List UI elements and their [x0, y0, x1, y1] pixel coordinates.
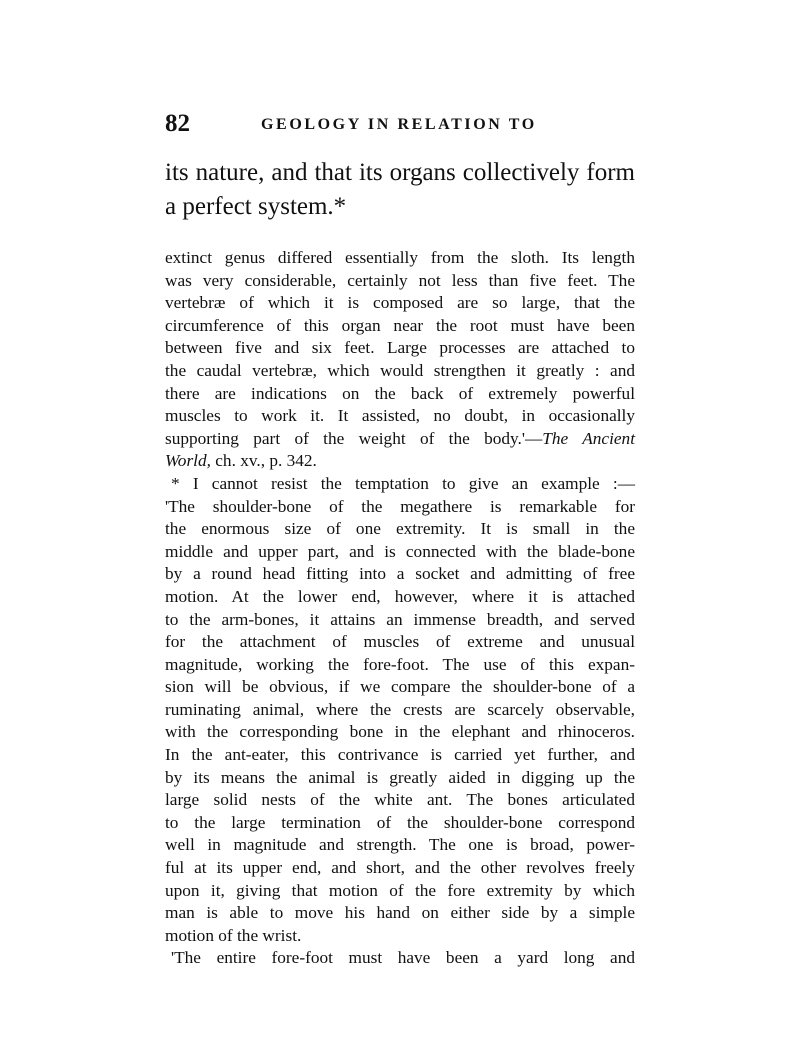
book-title-italic: World,: [165, 451, 211, 471]
footnote-line: sion will be obvious, if we compare the shoulder-bone of a: [165, 677, 635, 697]
footnote-line: for the attachment of muscles of extreme and unusual: [165, 632, 635, 652]
footnote-line: by its means the animal is greatly aided in digging up the: [165, 767, 635, 787]
footnote-line: In the ant-eater, this contrivance is carried yet further, and: [165, 745, 635, 765]
footnote-line: between five and six feet. Large processes are attached to: [165, 338, 635, 358]
footnote-line: man is able to move his hand on either side by a simple: [165, 903, 635, 923]
footnote-line: extinct genus differed essentially from the sloth. Its length: [165, 248, 635, 267]
footnote-line: upon it, giving that motion of the fore extremity by which: [165, 880, 635, 900]
footnote-line: * I cannot resist the temptation to give an example :—: [171, 473, 635, 493]
book-title-italic: The Ancient: [542, 428, 635, 448]
running-head: [165, 110, 635, 142]
footnote-line: circumference of this organ near the root must have been: [165, 315, 635, 335]
footnote-example: [165, 473, 635, 970]
footnote-line: to the arm-bones, it attains an immense breadth, and served: [165, 609, 635, 629]
footnote-line: magnitude, working the fore-foot. The use of this expan-: [165, 654, 635, 674]
running-title: GEOLOGY IN RELATION TO: [261, 116, 537, 133]
footnote-line: ful at its upper end, and short, and the other revolves freely: [165, 858, 635, 878]
footnote-line: motion of the wrist.: [165, 925, 302, 945]
footnote-line: to the large termination of the shoulder-bone correspond: [165, 812, 635, 832]
main-text-line: a perfect system.*: [165, 193, 347, 220]
footnote-continued: [165, 247, 635, 473]
footnote-line: 'The shoulder-bone of the megathere is remarkable for: [165, 496, 635, 516]
footnote-line: large solid nests of the white ant. The bones articulated: [165, 790, 635, 810]
main-text-line: its nature, and that its organs collectively form: [165, 159, 635, 186]
footnote-citation: [165, 450, 635, 473]
footnote-text: supporting part of the weight of the body.'—: [165, 428, 543, 448]
footnote-line: the enormous size of one extremity. It is small in the: [165, 519, 635, 539]
footnote-line: was very considerable, certainly not less than five feet. The: [165, 270, 635, 290]
footnote-line: middle and upper part, and is connected with the blade-bone: [165, 541, 635, 561]
footnote-line: vertebræ of which it is composed are so large, that the: [165, 293, 635, 313]
footnote-line: muscles to work it. It assisted, no doubt, in occasionally: [165, 406, 635, 426]
footnotes: [165, 247, 635, 970]
footnote-line: ruminating animal, where the crests are scarcely observable,: [165, 699, 635, 719]
footnote-line: [165, 428, 635, 451]
footnote-line: the caudal vertebræ, which would strengthen it greatly : and: [165, 360, 635, 380]
main-text: [165, 156, 635, 224]
footnote-line: with the corresponding bone in the elephant and rhinoceros.: [165, 722, 635, 742]
citation-text: ch. xv., p. 342.: [210, 451, 317, 471]
footnote-line: well in magnitude and strength. The one is broad, power-: [165, 835, 635, 855]
footnote-line: motion. At the lower end, however, where it is attached: [165, 586, 635, 606]
footnote-line: by a round head fitting into a socket and admitting of free: [165, 564, 635, 584]
page-number: 82: [165, 110, 190, 137]
footnote-line: there are indications on the back of extremely powerful: [165, 383, 635, 403]
footnote-line: 'The entire fore-foot must have been a yard long and: [171, 948, 635, 968]
